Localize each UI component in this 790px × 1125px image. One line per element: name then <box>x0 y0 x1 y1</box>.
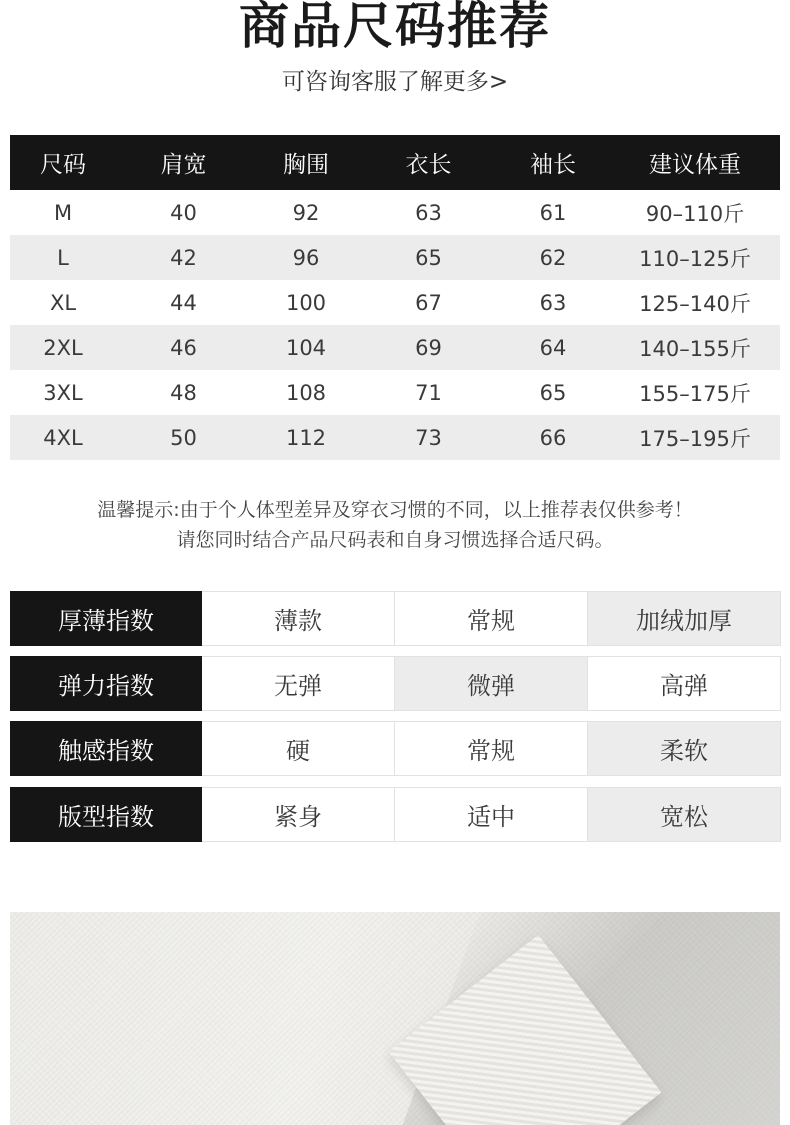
elasticity-index-row <box>10 656 781 711</box>
table-cell: 92 <box>251 190 361 235</box>
weight-cell: 90–110斤 <box>610 190 780 235</box>
attribute-option: 微弹 <box>395 656 588 711</box>
table-cell: 65 <box>361 235 496 280</box>
table-cell: 62 <box>496 235 610 280</box>
attribute-option: 常规 <box>395 721 588 776</box>
attribute-option: 柔软 <box>588 721 781 776</box>
size-cell: 3XL <box>10 370 116 415</box>
size-cell: 2XL <box>10 325 116 370</box>
table-row <box>10 235 780 280</box>
table-cell: 44 <box>116 280 251 325</box>
fabric-detail-photo <box>10 912 780 1125</box>
fit-index-row <box>10 787 781 842</box>
table-cell: 96 <box>251 235 361 280</box>
table-cell: 66 <box>496 415 610 460</box>
weight-cell: 110–125斤 <box>610 235 780 280</box>
size-cell: L <box>10 235 116 280</box>
column-header: 肩宽 <box>116 135 251 190</box>
table-row <box>10 280 780 325</box>
attribute-option: 宽松 <box>588 787 781 842</box>
thickness-index-row <box>10 591 781 646</box>
attribute-option: 常规 <box>395 591 588 646</box>
tip-line: 请您同时结合产品尺码表和自身习惯选择合适尺码。 <box>176 529 614 551</box>
table-cell: 48 <box>116 370 251 415</box>
table-cell: 40 <box>116 190 251 235</box>
table-cell: 69 <box>361 325 496 370</box>
column-header: 袖长 <box>496 135 610 190</box>
attribute-label: 弹力指数 <box>10 656 202 711</box>
table-cell: 100 <box>251 280 361 325</box>
tip-line: 温馨提示:由于个人体型差异及穿衣习惯的不同，以上推荐表仅供参考！ <box>97 499 693 521</box>
size-cell: M <box>10 190 116 235</box>
consult-service-link[interactable]: 可咨询客服了解更多> <box>281 69 509 95</box>
sizing-tip <box>0 495 790 555</box>
column-header: 尺码 <box>10 135 116 190</box>
attribute-option: 薄款 <box>202 591 395 646</box>
column-header: 衣长 <box>361 135 496 190</box>
attribute-option: 高弹 <box>588 656 781 711</box>
table-cell: 64 <box>496 325 610 370</box>
table-row <box>10 370 780 415</box>
attribute-label: 版型指数 <box>10 787 202 842</box>
table-cell: 73 <box>361 415 496 460</box>
table-cell: 61 <box>496 190 610 235</box>
size-chart-table <box>10 135 780 460</box>
attribute-option: 无弹 <box>202 656 395 711</box>
table-cell: 67 <box>361 280 496 325</box>
table-row <box>10 190 780 235</box>
weight-cell: 155–175斤 <box>610 370 780 415</box>
touch-index-row <box>10 721 781 776</box>
table-cell: 71 <box>361 370 496 415</box>
column-header: 建议体重 <box>610 135 780 190</box>
weight-cell: 140–155斤 <box>610 325 780 370</box>
page-title: 商品尺码推荐 <box>239 0 551 55</box>
table-cell: 63 <box>361 190 496 235</box>
attribute-option: 紧身 <box>202 787 395 842</box>
weight-cell: 175–195斤 <box>610 415 780 460</box>
size-cell: 4XL <box>10 415 116 460</box>
table-row <box>10 325 780 370</box>
table-cell: 104 <box>251 325 361 370</box>
attribute-option: 加绒加厚 <box>588 591 781 646</box>
size-chart-header-row <box>10 135 780 190</box>
size-cell: XL <box>10 280 116 325</box>
table-cell: 42 <box>116 235 251 280</box>
table-cell: 112 <box>251 415 361 460</box>
table-cell: 65 <box>496 370 610 415</box>
table-cell: 108 <box>251 370 361 415</box>
table-row <box>10 415 780 460</box>
attribute-label: 厚薄指数 <box>10 591 202 646</box>
weight-cell: 125–140斤 <box>610 280 780 325</box>
attribute-label: 触感指数 <box>10 721 202 776</box>
table-cell: 46 <box>116 325 251 370</box>
attribute-option: 硬 <box>202 721 395 776</box>
table-cell: 63 <box>496 280 610 325</box>
column-header: 胸围 <box>251 135 361 190</box>
table-cell: 50 <box>116 415 251 460</box>
attribute-option: 适中 <box>395 787 588 842</box>
